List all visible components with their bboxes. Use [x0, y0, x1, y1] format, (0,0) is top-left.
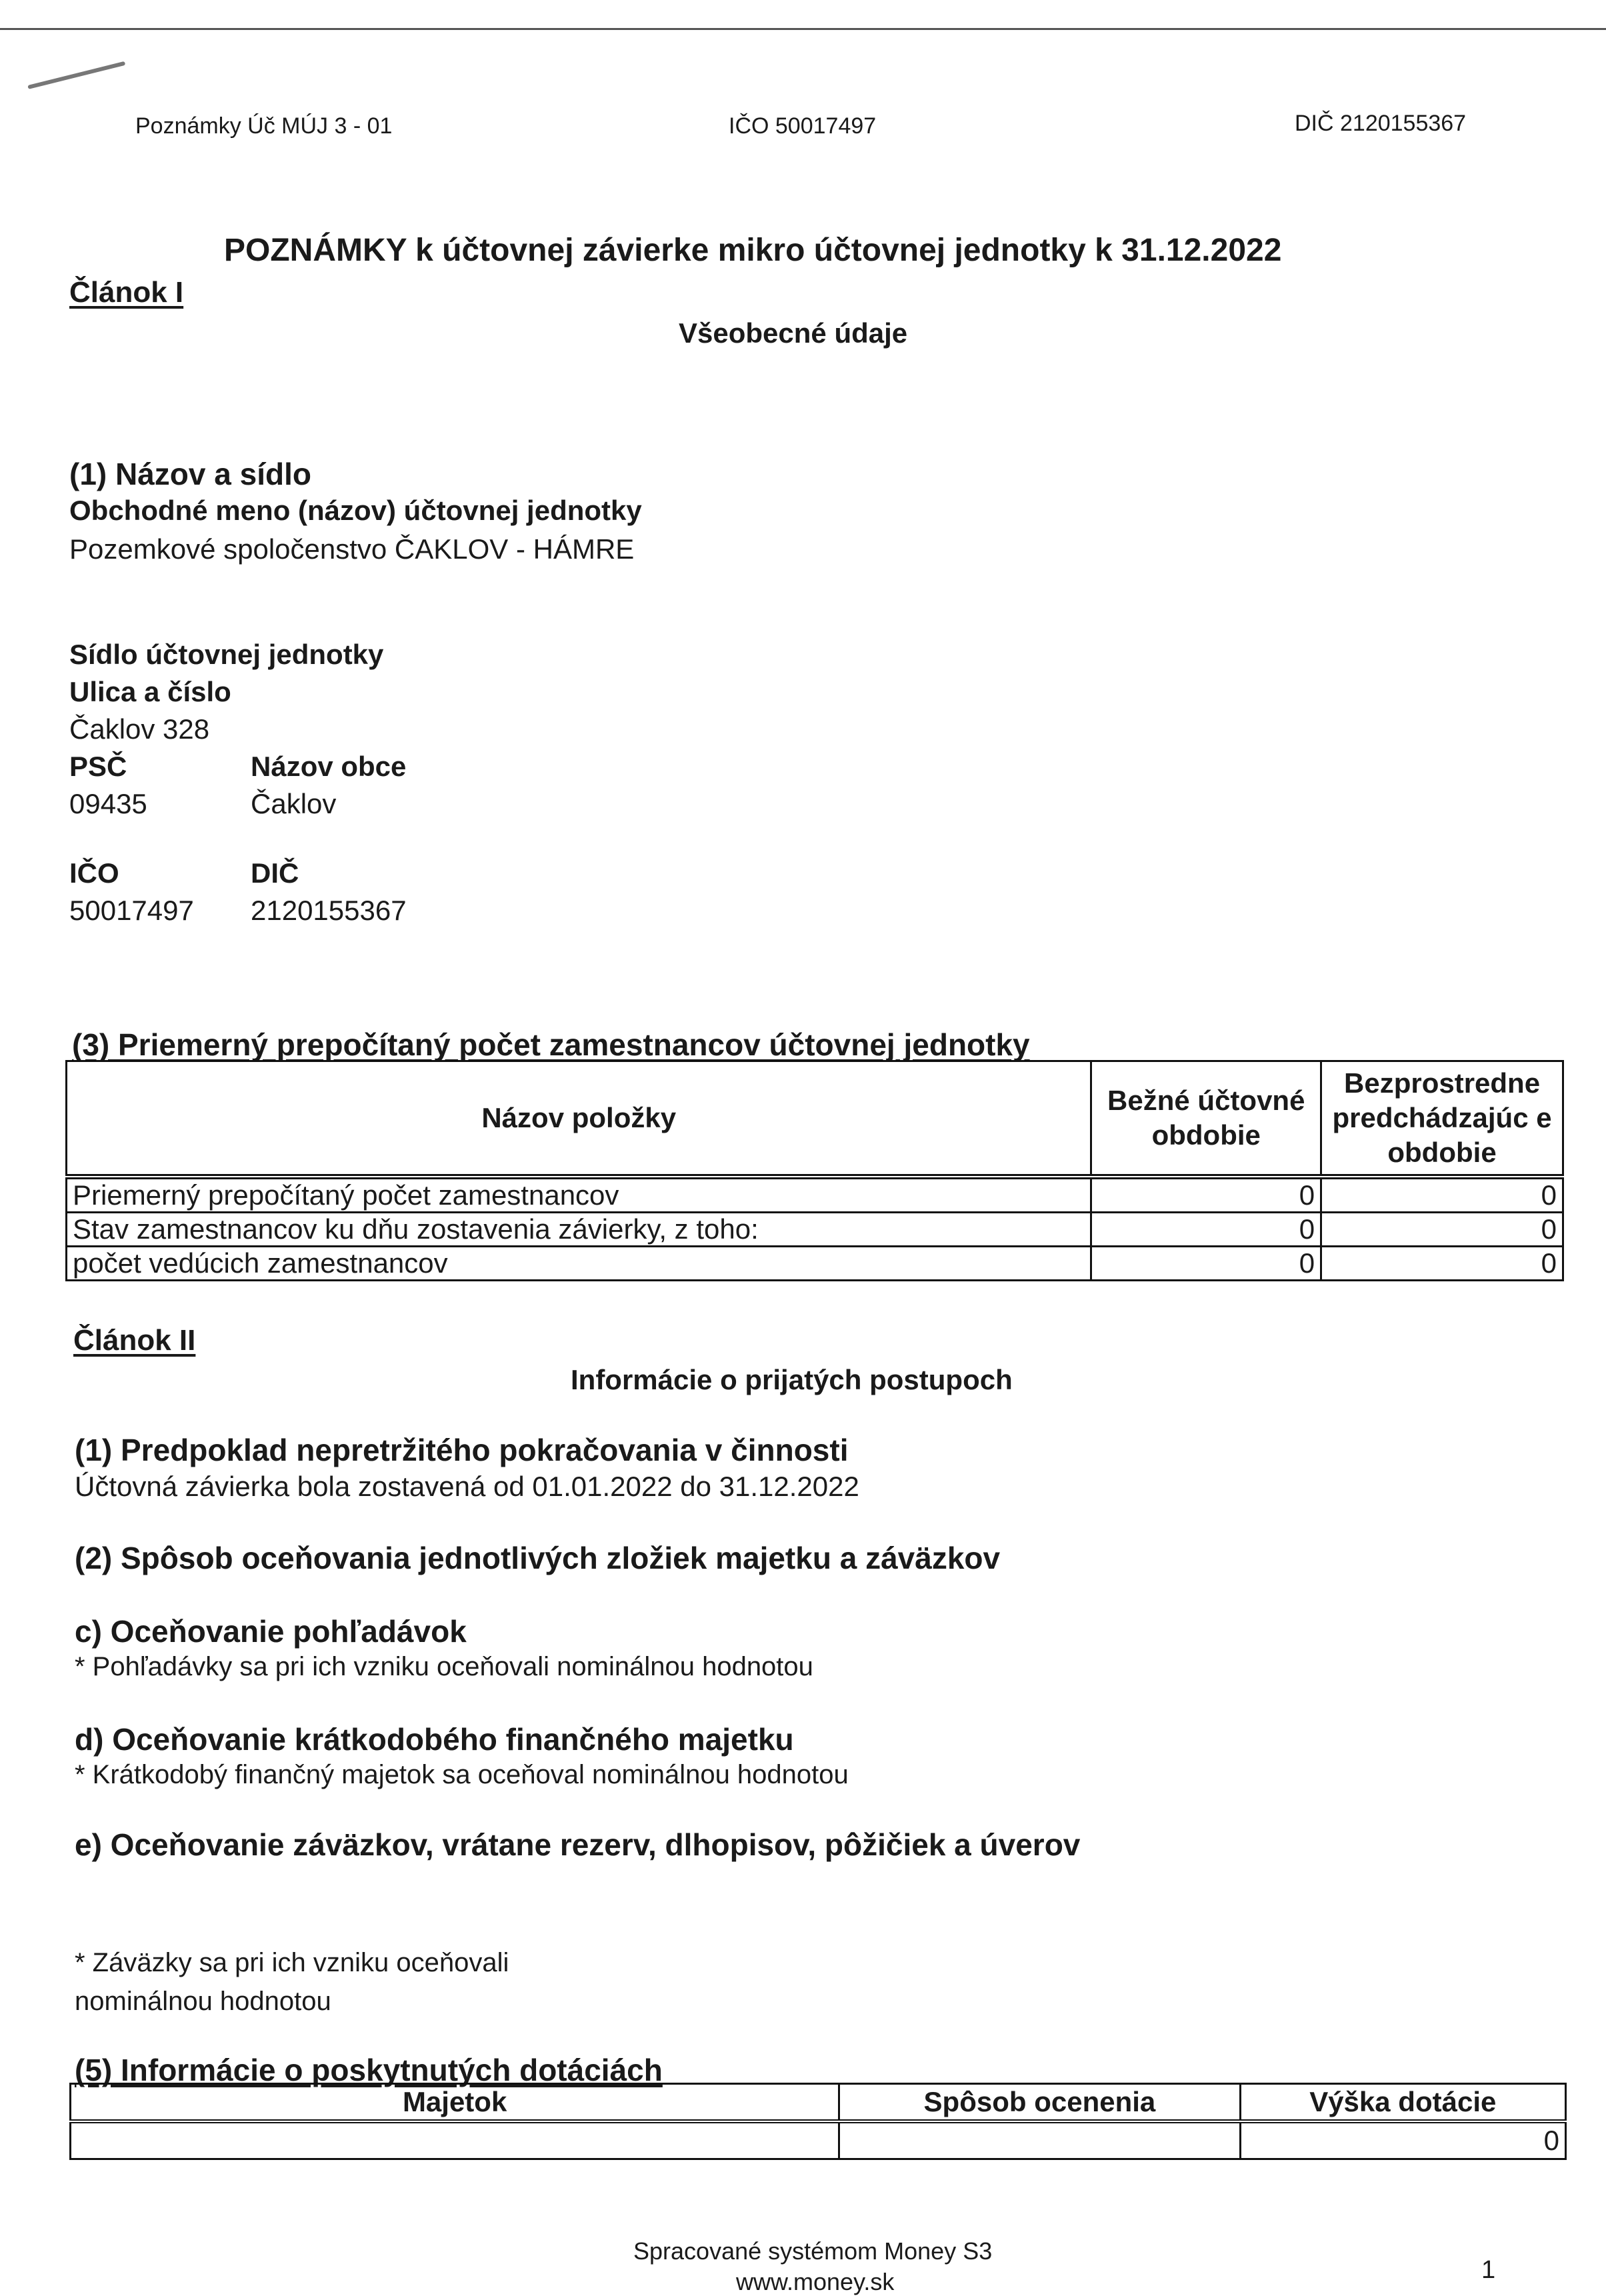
business-name-label: Obchodné meno (názov) účtovnej jednotky	[69, 495, 642, 526]
table-row	[67, 1177, 1563, 1213]
footer-software: Spracované systémom Money S3	[633, 2237, 993, 2265]
row-previous-value: 0	[1321, 1177, 1563, 1213]
scan-top-rule	[0, 28, 1606, 30]
going-concern-text: Účtovná závierka bola zostavená od 01.01.2022 do 31.12.2022	[75, 1471, 859, 1502]
city-value: Čaklov	[251, 788, 337, 819]
employees-section-title: (3) Priemerný prepočítaný počet zamestnancov účtovnej jednotky	[72, 1027, 1030, 1062]
table-row	[67, 1247, 1563, 1281]
column-header-valuation-method: Spôsob ocenenia	[839, 2084, 1240, 2122]
article-1-subheading: Všeobecné údaje	[679, 317, 908, 349]
subsidies-table	[69, 2083, 1567, 2160]
row-previous-value: 0	[1321, 1247, 1563, 1281]
employees-table	[65, 1060, 1564, 1281]
street-value: Čaklov 328	[69, 713, 210, 745]
psc-label: PSČ	[69, 751, 127, 782]
dic-label: DIČ	[251, 857, 299, 889]
table-row	[67, 1213, 1563, 1247]
column-header-subsidy-amount: Výška dotácie	[1240, 2084, 1565, 2122]
header-ico: IČO 50017497	[729, 113, 877, 139]
row-label: počet vedúcich zamestnancov	[67, 1247, 1091, 1281]
short-term-assets-valuation-title: d) Oceňovanie krátkodobého finančného majetku	[75, 1722, 794, 1757]
table-header-row	[67, 1061, 1563, 1177]
row-subsidy-amount: 0	[1240, 2121, 1565, 2159]
ico-value: 50017497	[69, 895, 194, 926]
header-dic: DIČ 2120155367	[1295, 111, 1467, 136]
valuation-methods-title: (2) Spôsob oceňovania jednotlivých zložiek majetku a záväzkov	[75, 1541, 1001, 1575]
short-term-assets-valuation-text: * Krátkodobý finančný majetok sa oceňoval nominálnou hodnotou	[75, 1760, 849, 1789]
seat-label: Sídlo účtovnej jednotky	[69, 639, 384, 670]
subsidies-section-title: (5) Informácie o poskytnutých dotáciách	[75, 2053, 663, 2087]
row-current-value: 0	[1091, 1213, 1321, 1247]
going-concern-title: (1) Predpoklad nepretržitého pokračovania v činnosti	[75, 1433, 849, 1467]
article-2-subheading: Informácie o prijatých postupoch	[571, 1364, 1013, 1395]
page-number: 1	[1481, 2256, 1496, 2284]
row-current-value: 0	[1091, 1247, 1321, 1281]
column-header-asset: Majetok	[71, 2084, 839, 2122]
row-label: Stav zamestnancov ku dňu zostavenia závierky, z toho:	[67, 1213, 1091, 1247]
row-previous-value: 0	[1321, 1213, 1563, 1247]
liabilities-valuation-text-line-1: * Záväzky sa pri ich vzniku oceňovali	[75, 1948, 509, 1977]
column-header-item-name: Názov položky	[67, 1061, 1091, 1177]
psc-value: 09435	[69, 788, 147, 819]
ico-label: IČO	[69, 857, 119, 889]
page-title: POZNÁMKY k účtovnej závierke mikro účtovnej jednotky k 31.12.2022	[224, 233, 1282, 268]
header-doc-code: Poznámky Úč MÚJ 3 - 01	[135, 113, 393, 139]
column-header-current-period: Bežné účtovné obdobie	[1091, 1061, 1321, 1177]
pen-mark	[27, 61, 125, 89]
footer-website: www.money.sk	[736, 2268, 895, 2295]
liabilities-valuation-title: e) Oceňovanie záväzkov, vrátane rezerv, dlhopisov, pôžičiek a úverov	[75, 1827, 1081, 1862]
row-asset	[71, 2121, 839, 2159]
liabilities-valuation-text-line-2: nominálnou hodnotou	[75, 1987, 331, 2016]
article-1-heading: Článok I	[69, 276, 184, 309]
section-name-seat-title: (1) Názov a sídlo	[69, 457, 311, 491]
table-header-row	[71, 2084, 1566, 2122]
row-current-value: 0	[1091, 1177, 1321, 1213]
table-row	[71, 2121, 1566, 2159]
article-2-heading: Článok II	[73, 1324, 196, 1357]
receivables-valuation-title: c) Oceňovanie pohľadávok	[75, 1614, 467, 1649]
row-label: Priemerný prepočítaný počet zamestnancov	[67, 1177, 1091, 1213]
street-label: Ulica a číslo	[69, 676, 231, 707]
city-label: Názov obce	[251, 751, 407, 782]
dic-value: 2120155367	[251, 895, 407, 926]
receivables-valuation-text: * Pohľadávky sa pri ich vzniku oceňovali nominálnou hodnotou	[75, 1652, 813, 1681]
row-valuation-method	[839, 2121, 1240, 2159]
business-name-value: Pozemkové spoločenstvo ČAKLOV - HÁMRE	[69, 533, 635, 565]
column-header-previous-period: Bezprostredne predchádzajúc e obdobie	[1321, 1061, 1563, 1177]
